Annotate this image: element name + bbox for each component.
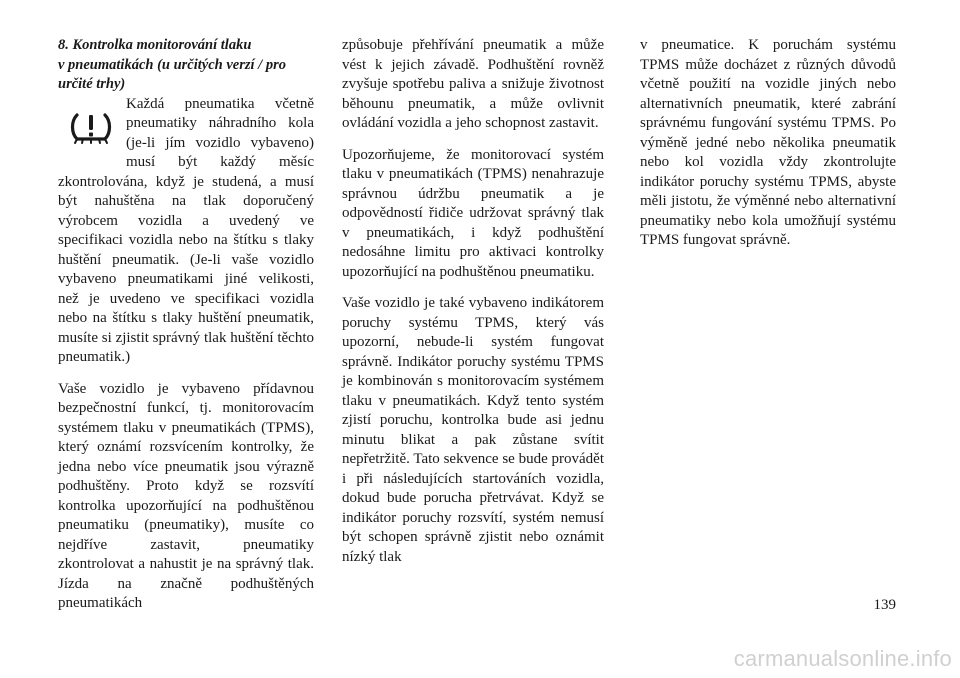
section-title-line-2: v pneumatikách (u určitých verzí / pro <box>58 56 286 73</box>
paragraph: Každá pneumatika včetně pneumatiky náhradního kola (je-li jím vozidlo vybaveno) musí být každý měsíc zkontrolována, když je studená, a musí být nahuštěna na tlak doporučený výrobcem vozidla a uvedený ve specifikaci vozidla nebo na štítku s tlaky huštění pneumatik. (Je-li vaše vozidlo vybaveno pneumatikami jiné velikosti, než je uvedeno ve specifikaci vozidla nebo na štítku s tlaky huštění pneumatik, musíte si zjistit správný tlak huštění těchto pneumatik.) <box>58 95 314 365</box>
page-number: 139 <box>873 597 896 613</box>
column-right <box>640 36 896 263</box>
watermark: carmanualsonline.info <box>733 646 952 671</box>
paragraph: v pneumatice. K poruchám systému TPMS může docházet z různých důvodů včetně použití na vozidle jiných nebo alternativních pneumatik, které zabrání správnému fungování systému TPMS. Po výměně jedné nebo několika pneumatik nebo kol vozidla vždy zkontrolujte indikátor poruchy systému TPMS, abyste měli jistotu, že výměnné nebo alternativní pneumatiky nebo kola umožňují systému TPMS fungovat správně. <box>640 37 896 248</box>
tpms-warning-icon <box>58 105 124 163</box>
section-title-line-1: Kontrolka monitorování tlaku <box>72 37 252 53</box>
paragraph: Upozorňujeme, že monitorovací systém tlaku v pneumatikách (TPMS) nenahrazuje správnou údržbu pneumatik a je odpovědností řidiče udržovat správný tlak v pneumatikách, i když podhuštění nedosáhne limitu pro aktivaci kontrolky upozorňující na podhuštěnou pneumatiku. <box>342 146 604 280</box>
paragraph: Vaše vozidlo je také vybaveno indikátorem poruchy systému TPMS, který vás upozorní, nebude-li systém fungovat správně. Indikátor poruchy systému TPMS je kombinován s monitorovacím systémem tlaku v pneumatikách. Když tento systém zjistí poruchu, kontrolka bude asi jednu minutu blikat a pak zůstane svítit nepřetržitě. Tato sekvence se bude provádět i při následujících startováních vozidla, dokud bude porucha přetrvávat. Když se indikátor poruchy rozsvítí, systém nemusí být schopen správně zjistit nebo oznámit nízký tlak <box>342 295 604 565</box>
section-heading <box>58 36 314 95</box>
section-number: 8. <box>58 37 69 53</box>
section-title-line-3: určité trhy) <box>58 76 126 92</box>
paragraph: Vaše vozidlo je vybaveno přídavnou bezpečnostní funkcí, tj. monitorovacím systémem tlaku v pneumatikách (TPMS), který oznámí rozsvícením kontrolky, že jedna nebo více pneumatik jsou výrazně podhuštěny. Proto když se rozsvítí kontrolka upozorňující na podhuštěnou pneumatiku (pneumatiky), musíte co nejdříve zastavit, pneumatiky zkontrolovat a nahustit je na správný tlak. Jízda na značně podhuštěných pneumatikách <box>58 380 314 611</box>
column-left <box>58 36 314 626</box>
column-middle <box>342 36 604 579</box>
paragraph: způsobuje přehřívání pneumatik a může vést k jejich závadě. Podhuštění rovněž zvyšuje spotřebu paliva a snižuje životnost běhounu pneumatik, a může ovlivnit ovládání vozidla a jeho schopnost zastavit. <box>342 37 604 131</box>
